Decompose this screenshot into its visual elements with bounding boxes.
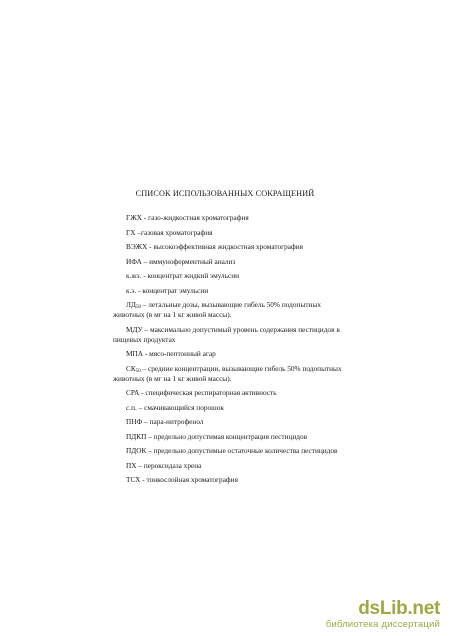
list-item <box>113 403 353 413</box>
logo-part-lib: Lib.net <box>379 598 440 619</box>
list-item <box>113 257 353 267</box>
entry-text: ГХ –газовая хроматография <box>126 227 213 237</box>
watermark-logo <box>326 599 440 619</box>
list-item <box>113 325 353 345</box>
entry-text: к.э. - концентрат эмульсии <box>126 285 209 295</box>
entry-subscript: 50 <box>135 368 141 374</box>
list-item <box>113 300 353 320</box>
list-item <box>113 286 353 296</box>
watermark-tagline: библиотека диссертаций <box>325 619 440 630</box>
list-item <box>113 417 353 427</box>
list-item <box>113 446 353 456</box>
list-item <box>113 461 353 471</box>
list-item <box>113 213 353 223</box>
list-item <box>113 349 353 359</box>
entry-text: ВЭЖХ - высокоэффективная жидкостная хроматография <box>126 242 304 251</box>
list-item <box>113 364 353 384</box>
abbreviation-list <box>113 213 353 490</box>
entry-definition: – летальные дозы, вызывающие гибель 50% подопытных <box>140 300 321 309</box>
entry-subscript: 50 <box>135 305 141 310</box>
entry-definition: – средние концентрации, вызывающие гибель 50% подопытных <box>140 363 342 373</box>
entry-text: ПДОК – предельно допустимые остаточные количества пестицидов <box>126 446 338 455</box>
entry-term: ЛД <box>126 300 136 309</box>
entry-text: МПА - мясо-пептонный агар <box>126 349 216 358</box>
entry-text: с.п. – смачивающийся порошок <box>126 402 224 412</box>
entry-continuation: животных (в мг на 1 кг живой массы). <box>113 373 232 383</box>
entry-text: к.жэ. - концентрат жидкий эмульсии <box>126 271 240 280</box>
entry-line: МДУ – максимально допустимый уровень содержания пестицидов в <box>126 324 340 334</box>
list-item <box>113 228 353 238</box>
list-item <box>113 242 353 252</box>
entry-line <box>113 364 353 374</box>
list-item <box>113 388 353 398</box>
page-title: СПИСОК ИСПОЛЬЗОВАННЫХ СОКРАЩЕНИЙ <box>135 189 315 198</box>
site-watermark <box>326 599 440 630</box>
entry-continuation: животных (в мг на 1 кг живой массы). <box>113 310 232 319</box>
entry-term: СК <box>126 363 136 373</box>
entry-text: ГЖХ - газо-жидкостная хроматография <box>126 213 249 222</box>
entry-text: ПДКП – предельно допустимая концентрация пестицидов <box>126 431 308 441</box>
entry-continuation: пищевых продуктах <box>113 334 176 344</box>
entry-text: СРА - специфическая респираторная активность <box>126 388 277 397</box>
entry-text: ТСХ - тонкослойная хроматография <box>126 475 238 484</box>
logo-part-ds: ds <box>358 598 380 619</box>
list-item <box>113 432 353 442</box>
entry-text: ИФА – иммуноферментный анализ <box>126 256 236 266</box>
entry-line <box>113 300 353 310</box>
list-item <box>113 475 353 485</box>
list-item <box>113 271 353 281</box>
entry-text: ПНФ – пара-нитрофенол <box>126 417 204 426</box>
entry-text: ПХ – пероксидаза хрена <box>126 460 202 470</box>
